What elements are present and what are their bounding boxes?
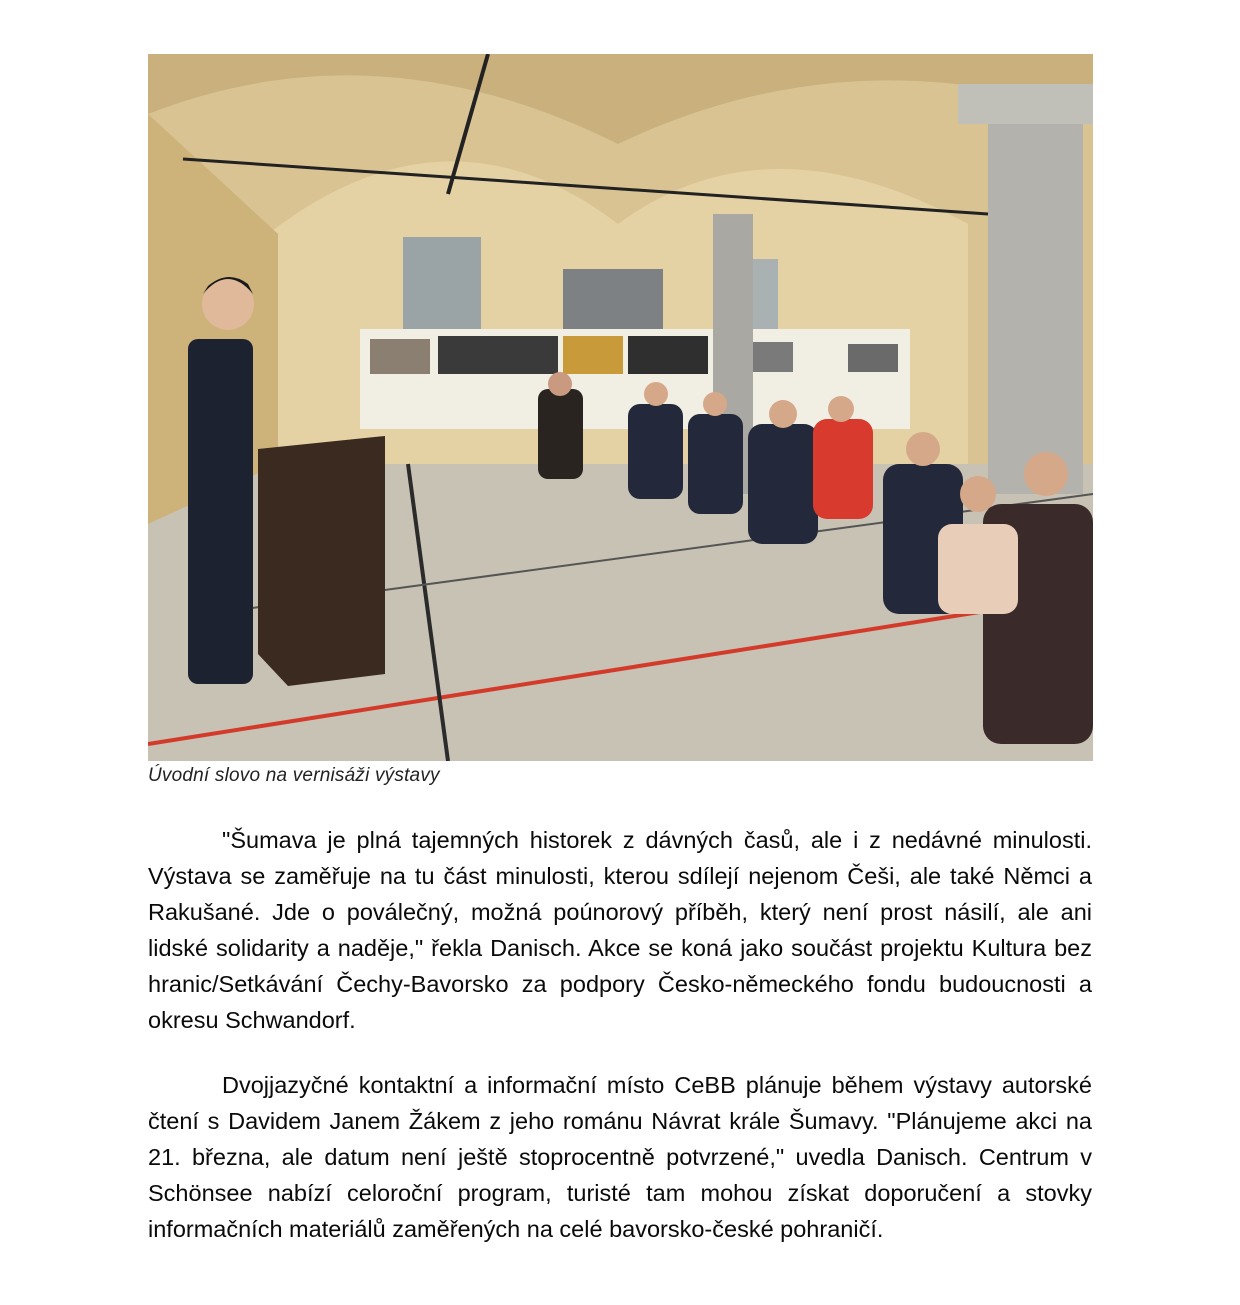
article-paragraph-2: Dvojjazyčné kontaktní a informační místo CeBB plánuje během výstavy autorské čtení s Davidem Janem Žákem z jeho románu Návrat krále Šumavy. "Plánujeme akci na 21. března, ale datum není ještě stoprocentně potvrzené," uvedla Danisch. Centrum v Schönsee nabízí celoroční program, turisté tam mohou získat doporučení a stovky informačních materiálů zaměřených na celé bavorsko-české pohraničí. — [148, 1072, 1092, 1242]
exhibition-photo — [148, 54, 1093, 761]
article-paragraph-1: "Šumava je plná tajemných historek z dávných časů, ale i z nedávné minulosti. Výstava se zaměřuje na tu část minulosti, kterou sdílejí nejenom Češi, ale také Němci a Rakušané. Jde o poválečný, možná poúnorový příběh, který není prost násilí, ale ani lidské solidarity a naděje," řekla Danisch. Akce se koná jako součást projektu Kultura bez hranic/Setkávání Čechy-Bavorsko za podpory Česko-německého fondu budoucnosti a okresu Schwandorf. — [148, 827, 1092, 1033]
photo-caption: Úvodní slovo na vernisáži výstavy — [148, 765, 440, 786]
